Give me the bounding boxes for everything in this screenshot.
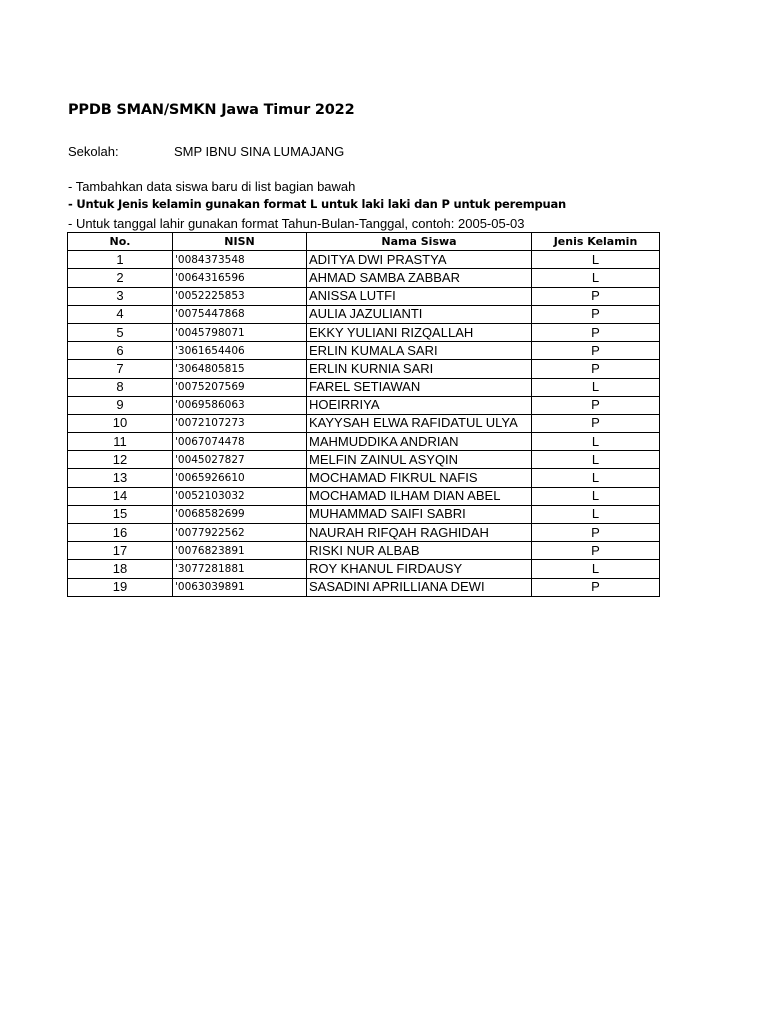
- cell-nama-siswa: MOCHAMAD FIKRUL NAFIS: [307, 469, 532, 487]
- cell-no: 19: [68, 578, 173, 596]
- cell-nama-siswa: SASADINI APRILLIANA DEWI: [307, 578, 532, 596]
- document-title: PPDB SMAN/SMKN Jawa Timur 2022: [68, 102, 355, 118]
- cell-nisn: '0067074478: [173, 433, 307, 451]
- cell-nama-siswa: EKKY YULIANI RIZQALLAH: [307, 323, 532, 341]
- cell-nama-siswa: FAREL SETIAWAN: [307, 378, 532, 396]
- cell-nisn: '0076823891: [173, 542, 307, 560]
- header-no: No.: [68, 233, 173, 251]
- cell-nama-siswa: ERLIN KURNIA SARI: [307, 360, 532, 378]
- cell-nama-siswa: AULIA JAZULIANTI: [307, 305, 532, 323]
- table-row: [68, 269, 660, 287]
- table-body: [68, 251, 660, 597]
- note-birthdate-format: - Untuk tanggal lahir gunakan format Tahun-Bulan-Tanggal, contoh: 2005-05-03: [68, 216, 525, 231]
- cell-no: 11: [68, 433, 173, 451]
- table-row: [68, 342, 660, 360]
- cell-nisn: '3064805815: [173, 360, 307, 378]
- cell-nisn: '3061654406: [173, 342, 307, 360]
- table-row: [68, 578, 660, 596]
- header-jenis-kelamin: Jenis Kelamin: [532, 233, 660, 251]
- cell-jenis-kelamin: L: [532, 469, 660, 487]
- cell-nisn: '0068582699: [173, 505, 307, 523]
- cell-no: 13: [68, 469, 173, 487]
- cell-no: 14: [68, 487, 173, 505]
- cell-jenis-kelamin: P: [532, 287, 660, 305]
- cell-jenis-kelamin: L: [532, 560, 660, 578]
- cell-nisn: '0064316596: [173, 269, 307, 287]
- cell-nama-siswa: HOEIRRIYA: [307, 396, 532, 414]
- cell-no: 2: [68, 269, 173, 287]
- cell-jenis-kelamin: L: [532, 251, 660, 269]
- cell-nama-siswa: ERLIN KUMALA SARI: [307, 342, 532, 360]
- cell-nama-siswa: ANISSA LUTFI: [307, 287, 532, 305]
- table-row: [68, 451, 660, 469]
- cell-nisn: '0052225853: [173, 287, 307, 305]
- cell-jenis-kelamin: L: [532, 451, 660, 469]
- cell-nama-siswa: MUHAMMAD SAIFI SABRI: [307, 505, 532, 523]
- cell-jenis-kelamin: P: [532, 542, 660, 560]
- cell-no: 1: [68, 251, 173, 269]
- cell-nama-siswa: MAHMUDDIKA ANDRIAN: [307, 433, 532, 451]
- cell-nama-siswa: RISKI NUR ALBAB: [307, 542, 532, 560]
- cell-nisn: '0075447868: [173, 305, 307, 323]
- cell-jenis-kelamin: L: [532, 433, 660, 451]
- cell-nisn: '0045798071: [173, 323, 307, 341]
- cell-jenis-kelamin: P: [532, 414, 660, 432]
- cell-no: 7: [68, 360, 173, 378]
- cell-no: 6: [68, 342, 173, 360]
- cell-no: 5: [68, 323, 173, 341]
- cell-nama-siswa: ROY KHANUL FIRDAUSY: [307, 560, 532, 578]
- cell-nisn: '0063039891: [173, 578, 307, 596]
- cell-no: 15: [68, 505, 173, 523]
- cell-nisn: '3077281881: [173, 560, 307, 578]
- cell-nama-siswa: MOCHAMAD ILHAM DIAN ABEL: [307, 487, 532, 505]
- cell-no: 9: [68, 396, 173, 414]
- cell-jenis-kelamin: P: [532, 578, 660, 596]
- table-row: [68, 433, 660, 451]
- table-row: [68, 505, 660, 523]
- cell-no: 17: [68, 542, 173, 560]
- school-name: SMP IBNU SINA LUMAJANG: [174, 144, 345, 159]
- table-row: [68, 469, 660, 487]
- cell-jenis-kelamin: L: [532, 269, 660, 287]
- cell-jenis-kelamin: P: [532, 396, 660, 414]
- cell-no: 18: [68, 560, 173, 578]
- cell-nisn: '0075207569: [173, 378, 307, 396]
- table-row: [68, 251, 660, 269]
- cell-no: 8: [68, 378, 173, 396]
- cell-no: 10: [68, 414, 173, 432]
- student-table: [67, 232, 660, 597]
- cell-no: 12: [68, 451, 173, 469]
- table-row: [68, 414, 660, 432]
- cell-jenis-kelamin: P: [532, 524, 660, 542]
- cell-no: 4: [68, 305, 173, 323]
- cell-nisn: '0084373548: [173, 251, 307, 269]
- cell-no: 16: [68, 524, 173, 542]
- cell-jenis-kelamin: P: [532, 360, 660, 378]
- cell-nisn: '0065926610: [173, 469, 307, 487]
- table-row: [68, 487, 660, 505]
- school-label: Sekolah:: [68, 144, 119, 159]
- table-row: [68, 323, 660, 341]
- cell-nama-siswa: AHMAD SAMBA ZABBAR: [307, 269, 532, 287]
- cell-nisn: '0072107273: [173, 414, 307, 432]
- cell-jenis-kelamin: L: [532, 378, 660, 396]
- table-row: [68, 360, 660, 378]
- table-row: [68, 524, 660, 542]
- cell-nisn: '0077922562: [173, 524, 307, 542]
- cell-jenis-kelamin: L: [532, 487, 660, 505]
- header-nama-siswa: Nama Siswa: [307, 233, 532, 251]
- header-nisn: NISN: [173, 233, 307, 251]
- table-row: [68, 542, 660, 560]
- cell-nama-siswa: KAYYSAH ELWA RAFIDATUL ULYA: [307, 414, 532, 432]
- cell-jenis-kelamin: P: [532, 305, 660, 323]
- table-header-row: [68, 233, 660, 251]
- note-gender-format: - Untuk Jenis kelamin gunakan format L untuk laki laki dan P untuk perempuan: [68, 197, 567, 211]
- cell-jenis-kelamin: P: [532, 323, 660, 341]
- table-row: [68, 305, 660, 323]
- cell-nama-siswa: NAURAH RIFQAH RAGHIDAH: [307, 524, 532, 542]
- table-row: [68, 560, 660, 578]
- cell-nisn: '0069586063: [173, 396, 307, 414]
- table-row: [68, 287, 660, 305]
- cell-nama-siswa: ADITYA DWI PRASTYA: [307, 251, 532, 269]
- note-add-students: - Tambahkan data siswa baru di list bagian bawah: [68, 179, 356, 194]
- cell-jenis-kelamin: L: [532, 505, 660, 523]
- cell-jenis-kelamin: P: [532, 342, 660, 360]
- cell-no: 3: [68, 287, 173, 305]
- cell-nama-siswa: MELFIN ZAINUL ASYQIN: [307, 451, 532, 469]
- cell-nisn: '0052103032: [173, 487, 307, 505]
- table-row: [68, 396, 660, 414]
- table-row: [68, 378, 660, 396]
- cell-nisn: '0045027827: [173, 451, 307, 469]
